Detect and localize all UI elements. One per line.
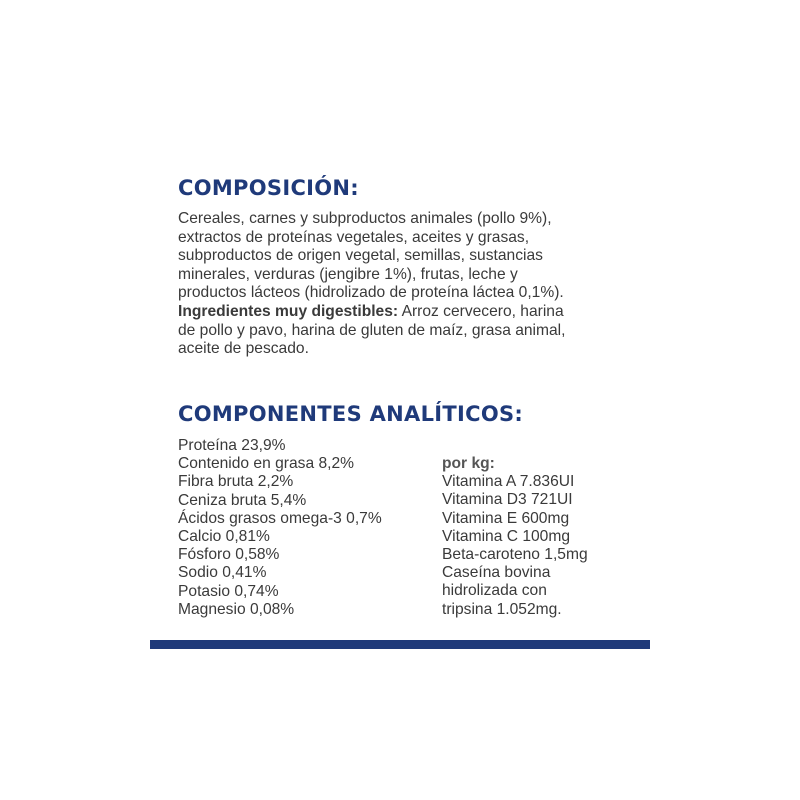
digestible-label: Ingredientes muy digestibles: <box>178 302 399 320</box>
composition-paragraph <box>178 210 648 359</box>
analytics-item: Ácidos grasos omega-3 0,7% <box>178 509 382 527</box>
analytics-heading: COMPONENTES ANALÍTICOS: <box>178 402 524 426</box>
analytics-item: Contenido en grasa 8,2% <box>178 455 354 473</box>
analytics-item: Potasio 0,74% <box>178 582 279 600</box>
analytics-item: Sodio 0,41% <box>178 564 267 582</box>
vitamin-item: Vitamina E 600mg <box>442 509 570 527</box>
vitamin-item: Vitamina D3 721UI <box>442 491 573 509</box>
composition-line: extractos de proteínas vegetales, aceites y grasas, <box>178 228 530 246</box>
digestible-first-line <box>178 303 648 322</box>
vitamin-item: Vitamina A 7.836UI <box>442 473 575 491</box>
bottom-divider-bar <box>150 640 650 649</box>
vitamin-item: tripsina 1.052mg. <box>442 600 562 618</box>
vitamin-item: Vitamina C 100mg <box>442 527 570 545</box>
analytics-left-list <box>178 437 382 619</box>
composition-line: subproductos de origen vegetal, semillas, sustancias <box>178 247 543 265</box>
analytics-item: Ceniza bruta 5,4% <box>178 491 307 509</box>
composition-heading: COMPOSICIÓN: <box>178 176 359 200</box>
digestible-line: de pollo y pavo, harina de gluten de maíz, grasa animal, <box>178 321 566 339</box>
digestible-text: Arroz cervecero, harina <box>398 302 564 320</box>
composition-line: productos lácteos (hidrolizado de proteína láctea 0,1%). <box>178 284 564 302</box>
analytics-item: Fósforo 0,58% <box>178 546 280 564</box>
per-kg-label: por kg: <box>442 455 495 472</box>
analytics-item: Proteína 23,9% <box>178 437 286 454</box>
analytics-item: Fibra bruta 2,2% <box>178 473 294 491</box>
vitamin-item: Caseína bovina <box>442 564 551 582</box>
analytics-item: Calcio 0,81% <box>178 528 270 546</box>
composition-line: minerales, verduras (jengibre 1%), frutas, leche y <box>178 265 518 283</box>
analytics-right-list <box>442 455 588 619</box>
composition-line: Cereales, carnes y subproductos animales (pollo 9%), <box>178 210 552 227</box>
vitamin-item: Beta-caroteno 1,5mg <box>442 546 588 564</box>
vitamin-item: hidrolizada con <box>442 582 547 600</box>
analytics-item: Magnesio 0,08% <box>178 600 295 618</box>
digestible-line: aceite de pescado. <box>178 340 309 358</box>
